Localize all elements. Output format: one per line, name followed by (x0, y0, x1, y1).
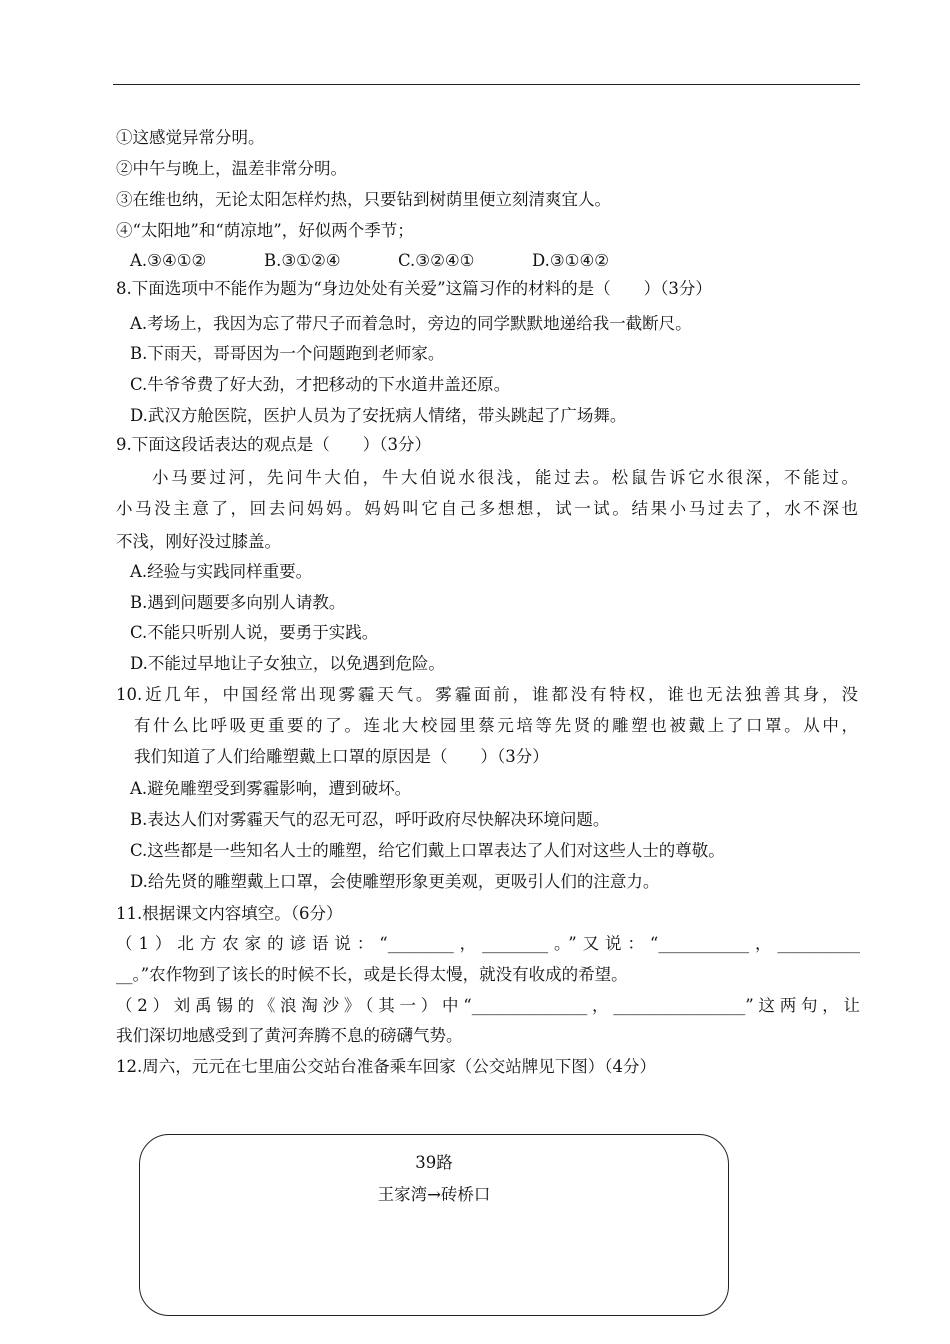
q9-passage-line-1: 小马要过河，先问牛大伯，牛大伯说水很浅，能过去。松鼠告诉它水很深，不能过。 (152, 468, 858, 487)
q8-option-d: D.武汉方舱医院，医护人员为了安抚病人情绪，带头跳起了广场舞。 (130, 406, 627, 425)
q10-option-b: B.表达人们对雾霾天气的忍无可忍，呼吁政府尽快解决环境问题。 (130, 810, 610, 829)
q7-sentence-1: ①这感觉异常分明。 (116, 128, 265, 147)
q7-sentence-4: ④“太阳地”和“荫凉地”，好似两个季节； (116, 221, 414, 240)
q10-stem-line-3: 我们知道了人们给雕塑戴上口罩的原因是（ ）（3分） (134, 747, 549, 766)
q7-option-a: A.③④①② (130, 251, 207, 270)
q10-option-c: C.这些都是一些知名人士的雕塑，给它们戴上口罩表达了人们对这些人士的尊敬。 (130, 841, 725, 860)
q11-part2-line-2: 我们深切地感受到了黄河奔腾不息的磅礴气势。 (116, 1026, 463, 1045)
q11-stem: 11.根据课文内容填空。（6分） (116, 904, 343, 923)
bus-stop-sign (139, 1134, 729, 1316)
bus-route-number: 39路 (415, 1153, 453, 1172)
q8-option-c: C.牛爷爷费了好大劲，才把移动的下水道井盖还原。 (130, 375, 511, 394)
q9-stem: 9.下面这段话表达的观点是（ ）（3分） (116, 435, 431, 454)
q12-stem: 12.周六，元元在七里庙公交站台准备乘车回家（公交站牌见下图）（4分） (116, 1057, 656, 1076)
q11-part1-line-2: __。”农作物到了该长的时候不长，或是长得太慢，就没有收成的希望。 (116, 965, 628, 984)
q9-option-c: C.不能只听别人说，要勇于实践。 (130, 623, 379, 642)
header-rule (113, 84, 860, 85)
q8-option-a: A.考场上，我因为忘了带尺子而着急时，旁边的同学默默地递给我一截断尺。 (130, 314, 692, 333)
q9-option-a: A.经验与实践同样重要。 (130, 562, 313, 581)
q9-option-b: B.遇到问题要多向别人请教。 (130, 593, 346, 612)
q8-stem: 8.下面选项中不能作为题为“身边处处有关爱”这篇习作的材料的是（ ）（3分） (116, 279, 712, 298)
q10-stem-line-1: 10.近几年，中国经常出现雾霾天气。雾霾面前，谁都没有特权，谁也无法独善其身，没 (116, 685, 858, 704)
q7-option-c: C.③②④① (398, 251, 475, 270)
q11-part2-line-1: （2）刘禹锡的《浪淘沙》（其一）中“______________，________________”这两句，让 (116, 996, 860, 1015)
q10-option-a: A.避免雕塑受到雾霾影响，遭到破坏。 (130, 779, 412, 798)
q7-option-d: D.③①④② (532, 251, 610, 270)
q9-option-d: D.不能过早地让子女独立，以免遇到危险。 (130, 654, 445, 673)
q9-passage-line-2: 小马没主意了，回去问妈妈。妈妈叫它自己多想想，试一试。结果小马过去了，水不深也 (116, 499, 858, 518)
q10-option-d: D.给先贤的雕塑戴上口罩，会使雕塑形象更美观，更吸引人们的注意力。 (130, 872, 660, 891)
q7-sentence-3: ③在维也纳，无论太阳怎样灼热，只要钻到树荫里便立刻清爽宜人。 (116, 190, 611, 209)
q11-part1-line-1: （1）北方农家的谚语说：“________，________。”又说：“___________，__________ (116, 934, 860, 953)
q7-option-b: B.③①②④ (264, 251, 341, 270)
q10-stem-line-2: 有什么比呼吸更重要的了。连北大校园里蔡元培等先贤的雕塑也被戴上了口罩。从中， (134, 716, 858, 735)
q9-passage-line-3: 不浅，刚好没过膝盖。 (116, 532, 281, 551)
q8-option-b: B.下雨天，哥哥因为一个问题跑到老师家。 (130, 344, 445, 363)
bus-route-stops: 王家湾→砖桥口 (377, 1185, 491, 1204)
q7-sentence-2: ②中午与晚上，温差非常分明。 (116, 159, 347, 178)
